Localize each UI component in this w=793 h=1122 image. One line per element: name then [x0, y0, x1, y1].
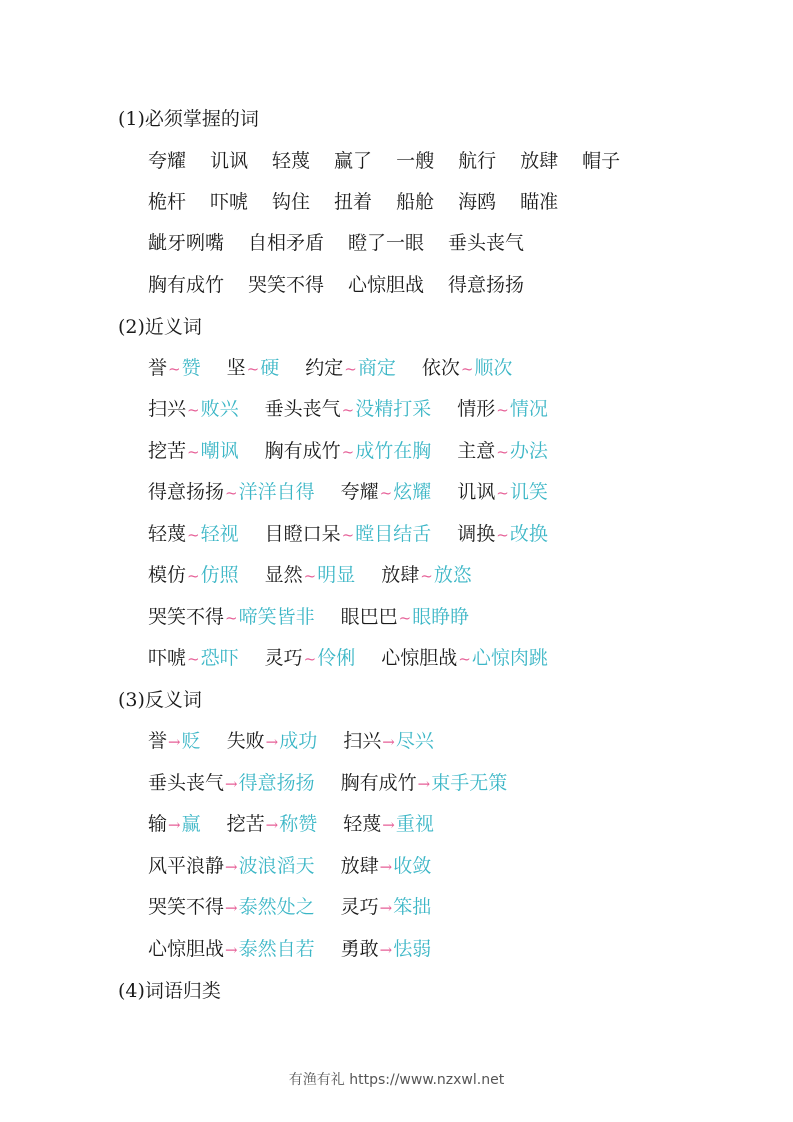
pair-word: 放肆: [381, 564, 420, 586]
pair-row: [148, 604, 469, 630]
pair-answer: 情况: [509, 398, 548, 420]
antonym-pair: [148, 770, 315, 797]
synonym-pair: [341, 604, 470, 631]
pair-answer: 恐吓: [200, 647, 239, 669]
arrow-separator: →: [168, 816, 181, 834]
pair-answer: 波浪滔天: [238, 855, 315, 877]
arrow-separator: →: [225, 858, 238, 876]
vocab-word: 得意扬扬: [448, 274, 525, 296]
pair-answer: 没精打采: [355, 398, 432, 420]
synonym-pair: [422, 355, 513, 382]
vocab-word: 赢了: [334, 150, 373, 172]
pair-row: [148, 355, 512, 381]
pair-answer: 心惊肉跳: [471, 647, 548, 669]
vocab-word: 帽子: [582, 150, 621, 172]
pair-word: 灵巧: [264, 647, 303, 669]
synonym-pair: [341, 479, 432, 506]
arrow-separator: →: [379, 858, 393, 876]
vocab-word: 一艘: [396, 150, 435, 172]
tilde-separator: ~: [187, 443, 200, 461]
arrow-separator: →: [168, 733, 181, 751]
vocab-word: 龇牙咧嘴: [148, 232, 225, 254]
pair-row: [148, 645, 548, 671]
pair-word: 垂头丧气: [148, 772, 225, 794]
page-footer: 有渔有礼 https://www.nzxwl.net: [288, 1072, 505, 1088]
vocab-word: 扭着: [334, 191, 373, 213]
pair-answer: 讥笑: [509, 481, 548, 503]
synonym-pair: [265, 396, 432, 423]
antonym-pair: [343, 811, 434, 838]
synonym-pair: [265, 521, 432, 548]
section-heading: (1)必须掌握的词: [118, 108, 259, 130]
tilde-separator: ~: [341, 443, 355, 461]
pair-word: 目瞪口呆: [264, 523, 341, 545]
synonym-pair: [227, 355, 280, 382]
antonym-pair: [148, 811, 201, 838]
arrow-separator: →: [225, 941, 238, 959]
section-heading: (2)近义词: [118, 316, 202, 338]
pair-row: [148, 479, 548, 505]
word-row: [148, 272, 524, 298]
synonym-pair: [148, 645, 239, 672]
synonym-pair: [381, 645, 548, 672]
pair-answer: 伶俐: [317, 647, 356, 669]
synonym-pair: [148, 479, 315, 506]
pair-row: [148, 936, 431, 962]
pair-answer: 泰然自若: [238, 938, 315, 960]
vocab-word: 讥讽: [210, 150, 249, 172]
pair-word: 调换: [457, 523, 496, 545]
antonym-pair: [148, 728, 201, 755]
pair-answer: 嘲讽: [200, 440, 239, 462]
antonym-pair: [341, 894, 432, 921]
tilde-separator: ~: [225, 609, 238, 627]
section-heading: (4)词语归类: [118, 980, 221, 1002]
tilde-separator: ~: [496, 443, 509, 461]
pair-row: [148, 811, 434, 837]
vocab-word: 轻蔑: [272, 150, 311, 172]
synonym-pair: [305, 355, 396, 382]
antonym-pair: [227, 811, 318, 838]
pair-word: 胸有成竹: [340, 772, 417, 794]
pair-word: 得意扬扬: [148, 481, 225, 503]
pair-row: [148, 728, 434, 754]
arrow-separator: →: [382, 816, 395, 834]
pair-answer: 尽兴: [395, 730, 434, 752]
antonym-pair: [148, 894, 315, 921]
pair-word: 失败: [226, 730, 265, 752]
synonym-pair: [265, 645, 356, 672]
word-row: [148, 148, 620, 174]
pair-word: 胸有成竹: [264, 440, 341, 462]
synonym-pair: [457, 396, 548, 423]
pair-answer: 轻视: [200, 523, 239, 545]
tilde-separator: ~: [398, 609, 412, 627]
pair-word: 轻蔑: [343, 813, 382, 835]
vocab-word: 哭笑不得: [248, 274, 325, 296]
section-heading: (3)反义词: [118, 689, 202, 711]
pair-row: [148, 562, 472, 588]
tilde-separator: ~: [460, 360, 474, 378]
word-row: [148, 189, 558, 215]
pair-answer: 怯弱: [393, 938, 432, 960]
pair-word: 显然: [264, 564, 303, 586]
pair-answer: 硬: [260, 357, 280, 379]
pair-word: 眼巴巴: [340, 606, 398, 628]
tilde-separator: ~: [496, 401, 509, 419]
tilde-separator: ~: [420, 567, 433, 585]
vocab-word: 放肆: [520, 150, 559, 172]
pair-answer: 仿照: [200, 564, 239, 586]
antonym-pair: [343, 728, 434, 755]
tilde-separator: ~: [303, 650, 317, 668]
vocab-word: 瞄准: [520, 191, 559, 213]
pair-answer: 贬: [181, 730, 201, 752]
synonym-pair: [148, 562, 239, 589]
tilde-separator: ~: [225, 484, 238, 502]
pair-answer: 得意扬扬: [238, 772, 315, 794]
tilde-separator: ~: [303, 567, 317, 585]
antonym-pair: [148, 936, 315, 963]
pair-word: 挖苦: [148, 440, 187, 462]
pair-word: 心惊胆战: [148, 938, 225, 960]
pair-row: [148, 770, 507, 796]
pair-word: 轻蔑: [148, 523, 187, 545]
pair-answer: 赢: [181, 813, 201, 835]
vocab-word: 吓唬: [210, 191, 249, 213]
pair-word: 约定: [305, 357, 344, 379]
arrow-separator: →: [379, 941, 393, 959]
synonym-pair: [457, 521, 548, 548]
tilde-separator: ~: [341, 401, 355, 419]
pair-row: [148, 521, 548, 547]
synonym-pair: [148, 396, 239, 423]
pair-answer: 改换: [509, 523, 548, 545]
pair-word: 誉: [148, 730, 168, 752]
pair-answer: 眼睁睁: [412, 606, 470, 628]
pair-word: 垂头丧气: [264, 398, 341, 420]
tilde-separator: ~: [187, 401, 200, 419]
arrow-separator: →: [265, 733, 279, 751]
pair-word: 讥讽: [457, 481, 496, 503]
tilde-separator: ~: [341, 526, 355, 544]
pair-word: 心惊胆战: [381, 647, 458, 669]
arrow-separator: →: [379, 899, 393, 917]
pair-row: [148, 894, 431, 920]
pair-word: 哭笑不得: [148, 606, 225, 628]
pair-word: 挖苦: [226, 813, 265, 835]
synonym-pair: [457, 438, 548, 465]
pair-word: 主意: [457, 440, 496, 462]
pair-word: 哭笑不得: [148, 896, 225, 918]
arrow-separator: →: [382, 733, 395, 751]
pair-answer: 成竹在胸: [355, 440, 432, 462]
antonym-pair: [341, 853, 432, 880]
word-row: [148, 230, 524, 256]
pair-answer: 瞠目结舌: [355, 523, 432, 545]
pair-word: 风平浪静: [148, 855, 225, 877]
vocab-word: 瞪了一眼: [348, 232, 425, 254]
pair-answer: 顺次: [474, 357, 513, 379]
pair-answer: 赞: [181, 357, 201, 379]
tilde-separator: ~: [458, 650, 471, 668]
vocab-word: 桅杆: [148, 191, 187, 213]
arrow-separator: →: [225, 775, 238, 793]
pair-answer: 称赞: [279, 813, 318, 835]
pair-answer: 啼笑皆非: [238, 606, 315, 628]
pair-word: 依次: [421, 357, 460, 379]
tilde-separator: ~: [379, 484, 393, 502]
vocab-word: 自相矛盾: [248, 232, 325, 254]
tilde-separator: ~: [246, 360, 260, 378]
pair-row: [148, 438, 548, 464]
tilde-separator: ~: [187, 567, 200, 585]
pair-answer: 办法: [509, 440, 548, 462]
pair-word: 誉: [148, 357, 168, 379]
pair-answer: 泰然处之: [238, 896, 315, 918]
tilde-separator: ~: [187, 526, 200, 544]
vocab-word: 夸耀: [148, 150, 187, 172]
vocab-word: 胸有成竹: [148, 274, 225, 296]
pair-word: 勇敢: [340, 938, 379, 960]
vocab-word: 心惊胆战: [348, 274, 425, 296]
synonym-pair: [265, 438, 432, 465]
pair-word: 扫兴: [148, 398, 187, 420]
pair-answer: 笨拙: [393, 896, 432, 918]
pair-answer: 商定: [357, 357, 396, 379]
antonym-pair: [341, 770, 508, 797]
pair-word: 夸耀: [340, 481, 379, 503]
pair-answer: 炫耀: [393, 481, 432, 503]
tilde-separator: ~: [168, 360, 181, 378]
antonym-pair: [227, 728, 318, 755]
pair-row: [148, 396, 548, 422]
synonym-pair: [148, 521, 239, 548]
tilde-separator: ~: [496, 484, 509, 502]
pair-answer: 重视: [395, 813, 434, 835]
synonym-pair: [457, 479, 548, 506]
vocab-word: 船舱: [396, 191, 435, 213]
pair-row: [148, 853, 431, 879]
synonym-pair: [148, 355, 201, 382]
pair-word: 情形: [457, 398, 496, 420]
pair-answer: 明显: [317, 564, 356, 586]
pair-answer: 洋洋自得: [238, 481, 315, 503]
pair-answer: 束手无策: [431, 772, 508, 794]
pair-word: 坚: [226, 357, 246, 379]
antonym-pair: [148, 853, 315, 880]
pair-answer: 成功: [279, 730, 318, 752]
pair-word: 扫兴: [343, 730, 382, 752]
synonym-pair: [148, 604, 315, 631]
synonym-pair: [148, 438, 239, 465]
pair-answer: 败兴: [200, 398, 239, 420]
tilde-separator: ~: [496, 526, 509, 544]
synonym-pair: [265, 562, 356, 589]
pair-answer: 放恣: [433, 564, 472, 586]
tilde-separator: ~: [187, 650, 200, 668]
arrow-separator: →: [417, 775, 431, 793]
pair-word: 灵巧: [340, 896, 379, 918]
arrow-separator: →: [265, 816, 279, 834]
vocab-word: 钩住: [272, 191, 311, 213]
pair-word: 模仿: [148, 564, 187, 586]
synonym-pair: [381, 562, 472, 589]
antonym-pair: [341, 936, 432, 963]
arrow-separator: →: [225, 899, 238, 917]
pair-word: 放肆: [340, 855, 379, 877]
vocab-word: 垂头丧气: [448, 232, 525, 254]
vocab-word: 海鸥: [458, 191, 497, 213]
vocab-word: 航行: [458, 150, 497, 172]
pair-word: 输: [148, 813, 168, 835]
tilde-separator: ~: [344, 360, 357, 378]
pair-word: 吓唬: [148, 647, 187, 669]
pair-answer: 收敛: [393, 855, 432, 877]
